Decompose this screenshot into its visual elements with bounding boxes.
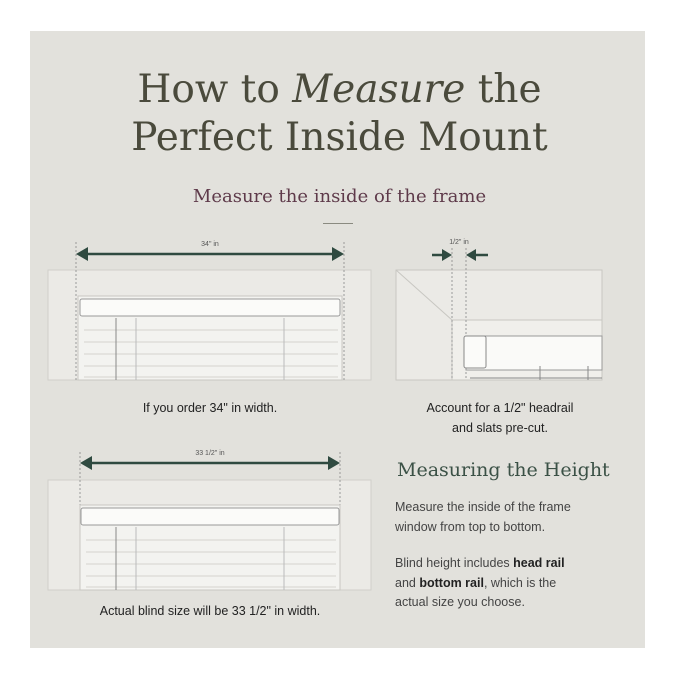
blind-diagram-33-half-in — [48, 452, 371, 590]
height-paragraph-2 — [395, 554, 565, 613]
height-paragraph-1-line-1: Measure the inside of the frame — [395, 500, 571, 514]
height-paragraph-1 — [395, 498, 571, 537]
caption-order-width: If you order 34" in width. — [142, 401, 278, 415]
caption-headrail — [390, 398, 610, 438]
height-paragraph-2-line-3: actual size you choose. — [395, 595, 525, 609]
blind-diagram-34-in — [48, 242, 371, 380]
subtitle: Measure the inside of the frame — [192, 186, 487, 207]
dimension-label-half-inch: 1/2" in — [449, 239, 469, 246]
caption-headrail-line-1: Account for a 1/2" headrail — [426, 401, 574, 415]
page-title-line-1: How to Measure the — [137, 67, 542, 112]
height-heading: Measuring the Height — [397, 459, 610, 481]
headrail-closeup-diagram — [396, 248, 602, 380]
height-paragraph-1-line-2: window from top to bottom. — [395, 519, 546, 534]
dimension-label-33-half: 33 1/2" in — [195, 450, 225, 457]
caption-headrail-line-2: and slats pre-cut. — [452, 421, 548, 435]
height-paragraph-2-line-2: and bottom rail, which is the — [395, 575, 557, 590]
caption-actual-size: Actual blind size will be 33 1/2" in width. — [99, 604, 321, 618]
dimension-label-34: 34" in — [201, 241, 219, 248]
page-title-line-2: Perfect Inside Mount — [131, 115, 548, 160]
height-paragraph-2-line-1: Blind height includes head rail — [395, 556, 565, 570]
